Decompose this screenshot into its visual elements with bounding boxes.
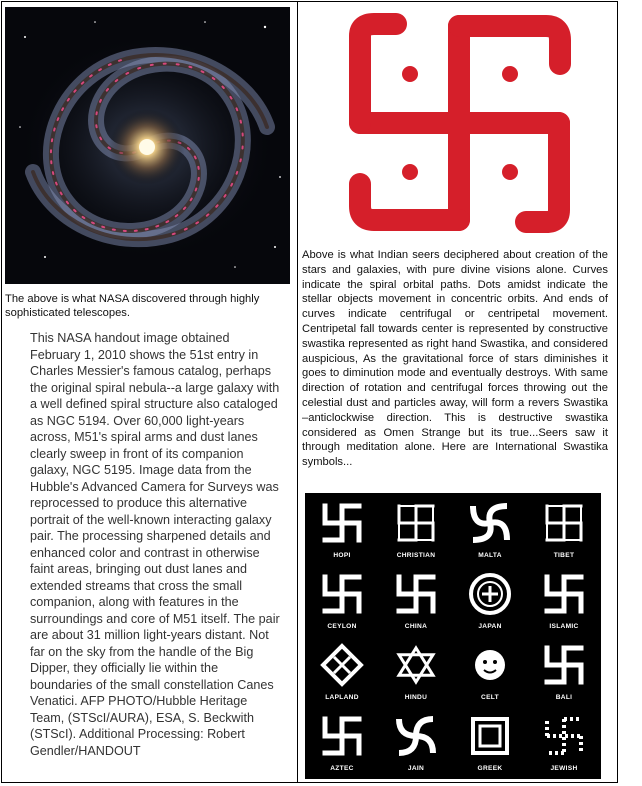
symbol-label-christian: CHRISTIAN	[396, 552, 436, 559]
red-swastika-image	[338, 4, 581, 242]
symbol-aztec-glyph	[325, 719, 359, 753]
symbol-label-islamic: ISLAMIC	[549, 623, 579, 630]
symbol-label-lapland: LAPLAND	[325, 694, 359, 701]
symbol-label-greek: GREEK	[477, 765, 503, 772]
symbol-islamic-glyph	[547, 577, 581, 611]
nasa-caption: The above is what NASA discovered through highly sophisticated telescopes.	[5, 293, 260, 319]
symbol-label-japan: JAPAN	[478, 623, 502, 630]
symbol-label-hopi: HOPI	[333, 552, 351, 559]
symbol-hopi-glyph	[325, 506, 359, 540]
symbol-jain-glyph	[399, 719, 433, 753]
symbol-celt-glyph	[475, 650, 505, 680]
symbol-christian-glyph	[399, 506, 433, 540]
symbol-label-ceylon: CEYLON	[327, 623, 357, 630]
symbol-malta-glyph	[473, 506, 507, 540]
symbol-japan-glyph	[471, 575, 509, 613]
symbol-label-tibet: TIBET	[553, 552, 575, 559]
symbol-label-malta: MALTA	[478, 552, 502, 559]
international-symbols-panel	[305, 493, 601, 779]
column-divider	[297, 1, 298, 783]
symbol-ceylon-glyph	[325, 577, 359, 611]
symbol-tibet-glyph	[547, 506, 581, 540]
symbol-label-jain: JAIN	[407, 765, 425, 772]
symbol-lapland-glyph	[323, 646, 361, 684]
symbol-label-celt: CELT	[481, 694, 499, 701]
nasa-handout-text: This NASA handout image obtained February 1, 2010 shows the 51st entry in Charles Messier's famous catalog, perhaps the original spiral nebula--a large galaxy with a well defined spiral structure also cataloged as NGC 5194. Over 60,000 light-years across, M51's spiral arms and dust lanes clearly sweep in front of its companion galaxy, NGC 5195. Image data from the Hubble's Advanced Camera for Surveys was reprocessed to produce this alternative portrait of the well-known interacting galaxy pair. The processing sharpened details and enhanced color and contrast in otherwise faint areas, bringing out dust lanes and extended streams that cross the small companion, along with features in the surroundings and core of M51 itself. The pair are about 31 million light-years distant. Not far on the sky from the handle of the Big Dipper, they officially lie within the boundaries of the small constellation Canes Venatici. AFP PHOTO/Hubble Heritage Team, (STScI/AURA), ESA, S. Beckwith (STScI). Additional Processing: Robert Gendler/HANDOUT	[30, 331, 280, 758]
symbol-label-aztec: AZTEC	[330, 765, 354, 772]
seers-explanation-text: Above is what Indian seers deciphered about creation of the stars and galaxies, with pure divine visions alone. Curves indicate the spiral orbital paths. Dots amidst indicate the stellar objects movement in concentric orbits. And ends of curves indicate centrifugal or centripetal movement. Centripetal fall towards center is represented by constructive swastika represented as right hand Swastika, and considered auspicious, As the gravitational force of stars diminishes it goes to diminution mode and eventually destroys. With same direction of rotation and centrifugal forces throwing out the celestial dust and particles away, will form a revers Swastika –anticlockwise direction. This is destructive swastika considered as Omen Strange but its true...Seers saw it through meditation alone. Here are International Swastika symbols...	[302, 249, 608, 469]
symbol-bali-glyph	[547, 648, 581, 682]
symbol-china-glyph	[399, 577, 433, 611]
symbol-label-bali: BALI	[555, 694, 573, 701]
symbol-label-hindu: HINDU	[404, 694, 428, 701]
galaxy-image	[5, 7, 290, 284]
symbol-jewish-glyph	[547, 719, 581, 753]
symbol-label-jewish: JEWISH	[550, 765, 578, 772]
symbol-hindu-glyph	[399, 648, 433, 682]
symbol-greek-glyph	[473, 719, 507, 753]
symbol-label-china: CHINA	[404, 623, 428, 630]
